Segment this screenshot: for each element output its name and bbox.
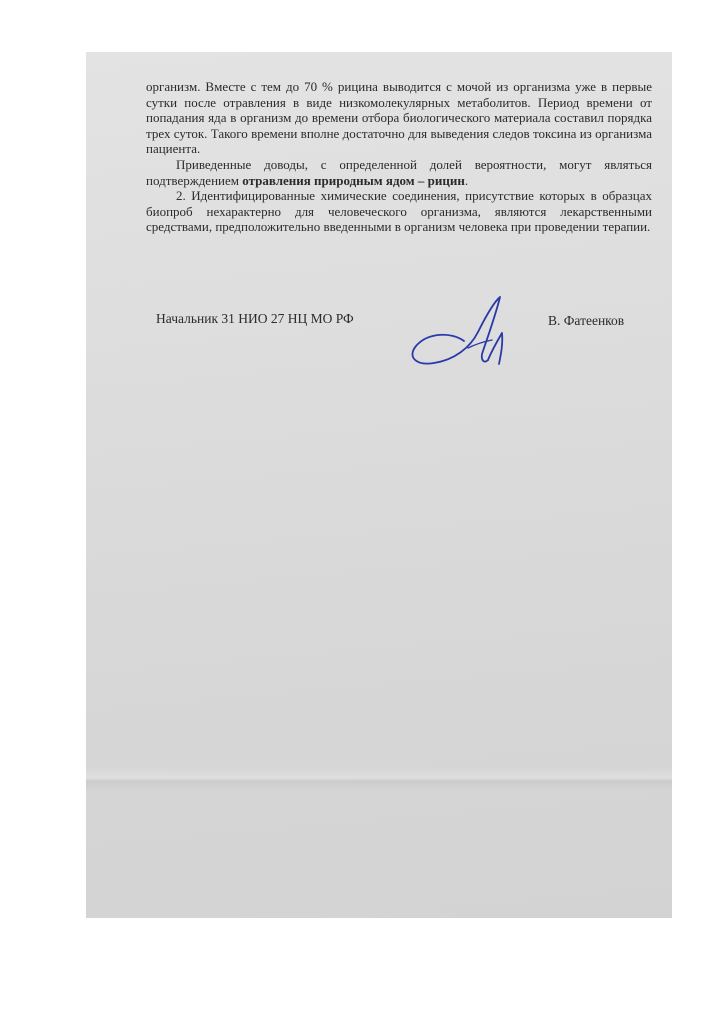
paragraph-item-2: 2. Идентифицированные химические соединения, присутствие которых в образцах биопроб нехарактерно для человеческого организма, являются лекарственными средствами, предположительно введенными в организм человека при проведении терапии. <box>146 188 652 235</box>
document-sheet <box>86 52 672 918</box>
paragraph-conclusion-emphasis: отравления природным ядом – рицин <box>242 172 465 188</box>
paragraph-conclusion <box>146 157 652 188</box>
document-body <box>146 79 652 235</box>
signature-loop-stroke <box>412 297 500 364</box>
signatory-name: В. Фатеенков <box>548 313 625 328</box>
paper-fold-crease <box>86 767 672 791</box>
paragraph-continuation: организм. Вместе с тем до 70 % рицина выводится с мочой из организма уже в первые сутки после отравления в виде низкомолекулярных метаболитов. Период времени от попадания яда в организм до времени отбора биологического материала составил порядка трех суток. Такого времени вполне достаточно для выведения следов токсина из организма пациента. <box>146 79 652 157</box>
signatory-title: Начальник 31 НИО 27 НЦ МО РФ <box>156 311 354 326</box>
signature-hook-stroke <box>488 333 502 364</box>
paragraph-conclusion-end: . <box>464 172 469 188</box>
paragraph-conclusion-text: Приведенные доводы, с определенной долей вероятности, могут являться подтверждением <box>146 156 652 188</box>
handwritten-signature-icon <box>402 296 514 376</box>
